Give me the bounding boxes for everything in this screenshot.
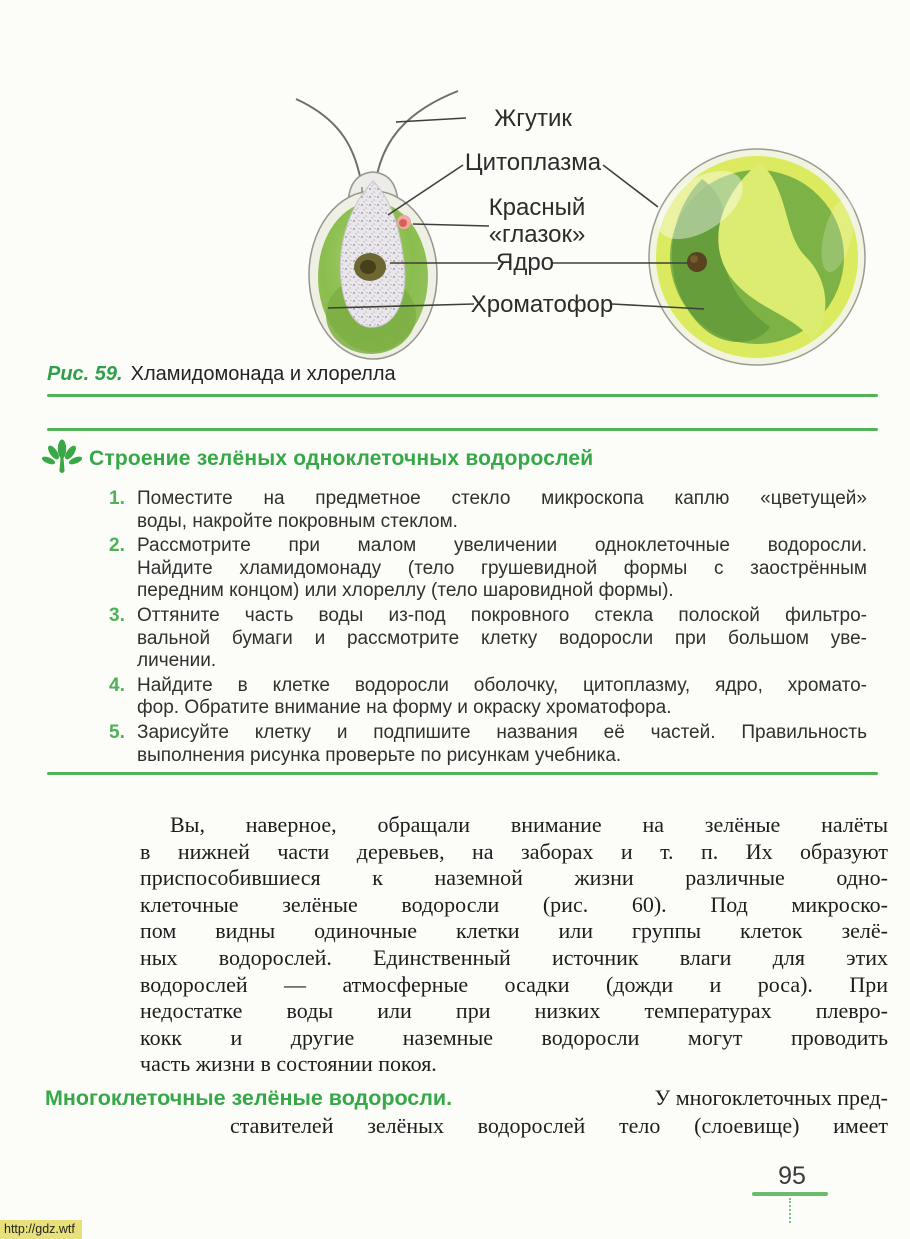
step-number: 2.: [109, 535, 125, 557]
label-eyespot-2: «глазок»: [488, 221, 586, 248]
step-line: Зарисуйте клетку и подпишите названия её частей. Правильность: [137, 721, 867, 743]
lab-step-4: [106, 675, 867, 720]
body-line: кокк и другие наземные водоросли могут проводить: [140, 1024, 888, 1050]
step-line: вальной бумаги и рассмотрите клетку водоросли при большом уве-: [137, 627, 867, 649]
closing-line-1: [45, 1084, 888, 1112]
step-text: [137, 675, 867, 720]
step-line: Найдите в клетке водоросли оболочку, цитоплазму, ядро, хромато-: [137, 674, 867, 696]
body-line: часть жизни в состоянии покоя.: [140, 1051, 437, 1077]
body-line: приспособившиеся к наземной жизни различные одно-: [140, 865, 888, 891]
figure-59-illustration: [0, 75, 910, 375]
body-line: пом видны одиночные клетки или группы клеток зелё-: [140, 918, 888, 944]
divider-rule-top: [47, 394, 878, 397]
subsection-heading: Многоклеточные зелёные водоросли.: [45, 1086, 453, 1110]
page-number-rule: [752, 1192, 828, 1196]
step-line: воды, накройте покровным стеклом.: [137, 510, 458, 532]
lab-step-5: [106, 722, 867, 767]
divider-rule-lab-top: [47, 428, 878, 431]
lab-section-title: Строение зелёных одноклеточных водорослей: [89, 447, 594, 470]
step-line: Найдите хламидомонаду (тело грушевидной формы с заострённым: [137, 557, 867, 579]
label-cytoplasm: Цитоплазма: [464, 149, 602, 176]
figure-caption-text: Хламидомонада и хлорелла: [130, 363, 396, 385]
label-eyespot-1: Красный: [488, 194, 586, 221]
page-number: 95: [778, 1162, 806, 1190]
closing-line-1-rest: У многоклеточных пред-: [654, 1085, 888, 1110]
label-nucleus: Ядро: [495, 249, 555, 276]
step-line: Рассмотрите при малом увеличении одноклеточные водоросли.: [137, 535, 867, 557]
body-line: в нижней части деревьев, на заборах и т. п. Их образуют: [140, 838, 888, 864]
watermark-url: http://gdz.wtf: [0, 1220, 82, 1239]
step-number: 1.: [109, 488, 125, 509]
body-line: водорослей — атмосферные осадки (дожди и роса). При: [140, 971, 888, 997]
label-chromatophore: Хроматофор: [470, 291, 614, 318]
body-paragraph: [140, 812, 888, 1078]
step-text: [137, 535, 867, 603]
flagellum-right: [375, 91, 458, 187]
closing-line-2: ставителей зелёных водорослей тело (слоевище) имеет: [230, 1113, 888, 1138]
label-flagellum: Жгутик: [494, 105, 572, 132]
lab-step-1: [106, 488, 867, 533]
closing-paragraph: [45, 1084, 888, 1139]
sprout-icon: [42, 438, 82, 478]
step-line: Оттяните часть воды из-под покровного стекла полоской фильтро-: [137, 604, 867, 626]
body-line: ных водорослей. Единственный источник влаги для этих: [140, 944, 888, 970]
chlorella-cell: [646, 149, 865, 365]
step-number: 4.: [109, 674, 125, 696]
figure-caption-number: Рис. 59.: [47, 363, 123, 385]
step-text: [137, 722, 867, 767]
step-line: выполнения рисунка проверьте по рисункам учебника.: [137, 744, 622, 766]
lab-step-3: [106, 605, 867, 673]
divider-rule-lab-bottom: [47, 772, 878, 775]
figure-caption: [47, 363, 877, 386]
body-line: Вы, наверное, обращали внимание на зелёные налёты: [170, 812, 888, 837]
step-text: [137, 488, 867, 533]
lab-steps-list: [106, 486, 867, 767]
lab-step-2: [106, 535, 867, 603]
step-line: Поместите на предметное стекло микроскопа каплю «цветущей»: [137, 488, 867, 509]
body-line: клеточные зелёные водоросли (рис. 60). Под микроско-: [140, 891, 888, 917]
page-number-dotted-tick: [789, 1198, 791, 1223]
step-text: [137, 605, 867, 673]
nucleus-right: [687, 252, 707, 272]
lab-section-header: [42, 438, 593, 478]
body-line: недостатке воды или при низких температурах плевро-: [140, 998, 888, 1024]
step-line: фор. Обратите внимание на форму и окраску хроматофора.: [137, 697, 672, 719]
step-number: 5.: [109, 721, 125, 743]
step-number: 3.: [109, 604, 125, 626]
step-line: передним концом) или хлореллу (тело шаровидной формы).: [137, 580, 674, 602]
flagellum-left: [296, 99, 362, 187]
step-line: личении.: [137, 650, 217, 672]
